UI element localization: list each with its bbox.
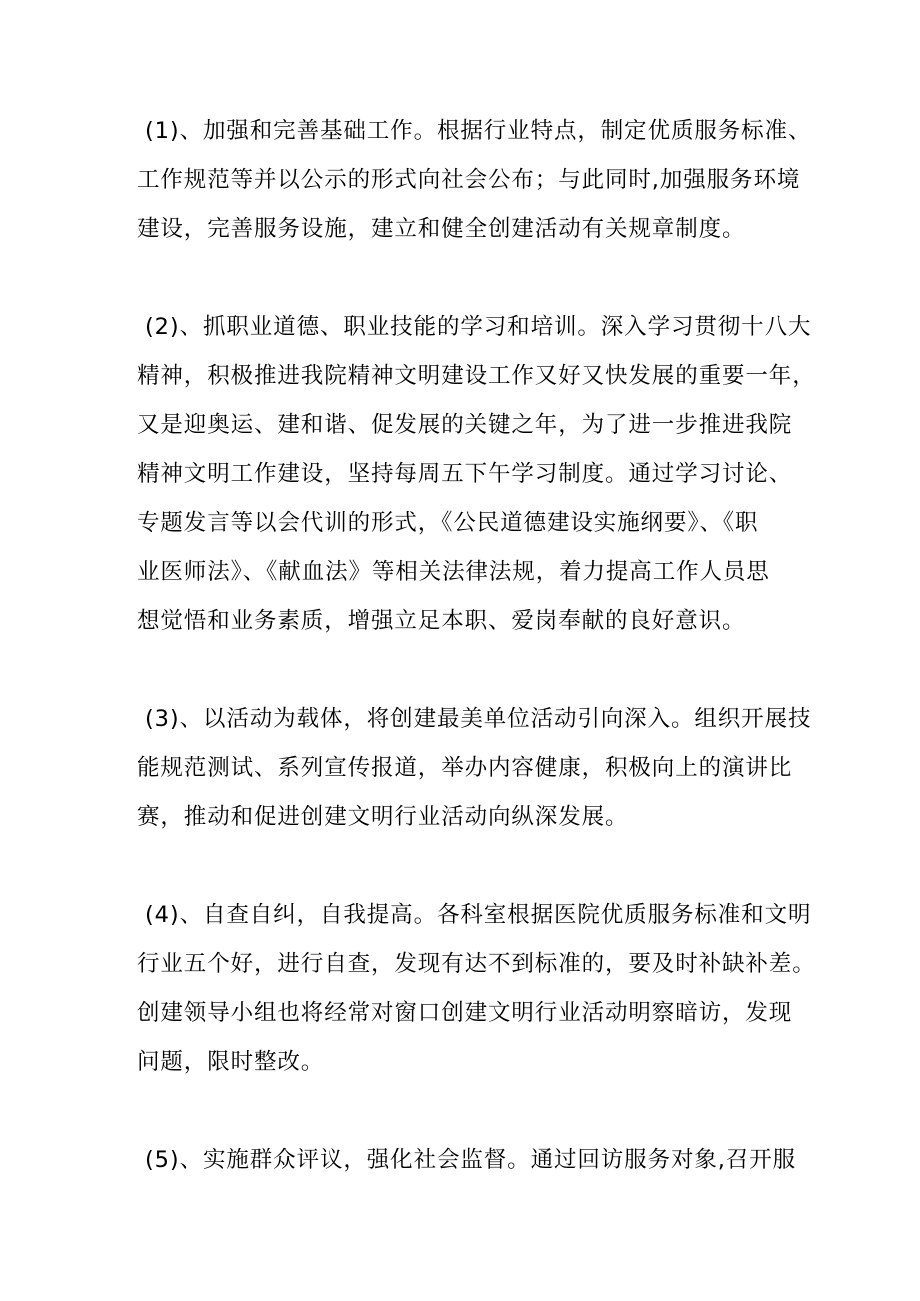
paragraph-line: 又是迎奥运、建和谐、促发展的关键之年，为了进一步推进我院 xyxy=(137,412,793,438)
paragraph-line: 工作规范等并以公示的形式向社会公布；与此同时,加强服务环境 xyxy=(137,167,801,193)
paragraph-line: (1)、加强和完善基础工作。根据行业特点，制定优质服务标准、 xyxy=(145,118,812,144)
paragraph-line: (4)、自查自纠，自我提高。各科室根据医院优质服务标准和文明 xyxy=(145,902,812,928)
paragraph-line: 建设，完善服务设施，建立和健全创建活动有关规章制度。 xyxy=(137,216,746,242)
paragraph-line: 能规范测试、系列宣传报道，举办内容健康，积极向上的演讲比 xyxy=(137,755,793,781)
paragraph-line: 想觉悟和业务素质，增强立足本职、爱岗奉献的良好意识。 xyxy=(137,608,746,634)
paragraph-line: (3)、以活动为载体，将创建最美单位活动引向深入。组织开展技 xyxy=(145,706,812,732)
paragraph-line: (2)、抓职业道德、职业技能的学习和培训。深入学习贯彻十八大 xyxy=(145,314,812,340)
paragraph-line: 业医师法》、《献血法》等相关法律法规，着力提高工作人员思 xyxy=(137,559,770,585)
paragraph-line: 精神，积极推进我院精神文明建设工作又好又快发展的重要一年， xyxy=(137,363,816,389)
paragraph-line: 行业五个好，进行自查，发现有达不到标准的，要及时补缺补差。 xyxy=(137,951,816,977)
paragraph-line: (5)、实施群众评议，强化社会监督。通过回访服务对象,召开服 xyxy=(145,1147,797,1173)
paragraph-line: 问题，限时整改。 xyxy=(137,1049,325,1075)
paragraph-line: 精神文明工作建设，坚持每周五下午学习制度。通过学习讨论、 xyxy=(137,461,793,487)
paragraph-line: 专题发言等以会代训的形式，《公民道德建设实施纲要》、《职 xyxy=(137,510,759,536)
paragraph-line: 赛，推动和促进创建文明行业活动向纵深发展。 xyxy=(137,804,629,830)
paragraph-line: 创建领导小组也将经常对窗口创建文明行业活动明察暗访，发现 xyxy=(137,1000,793,1026)
